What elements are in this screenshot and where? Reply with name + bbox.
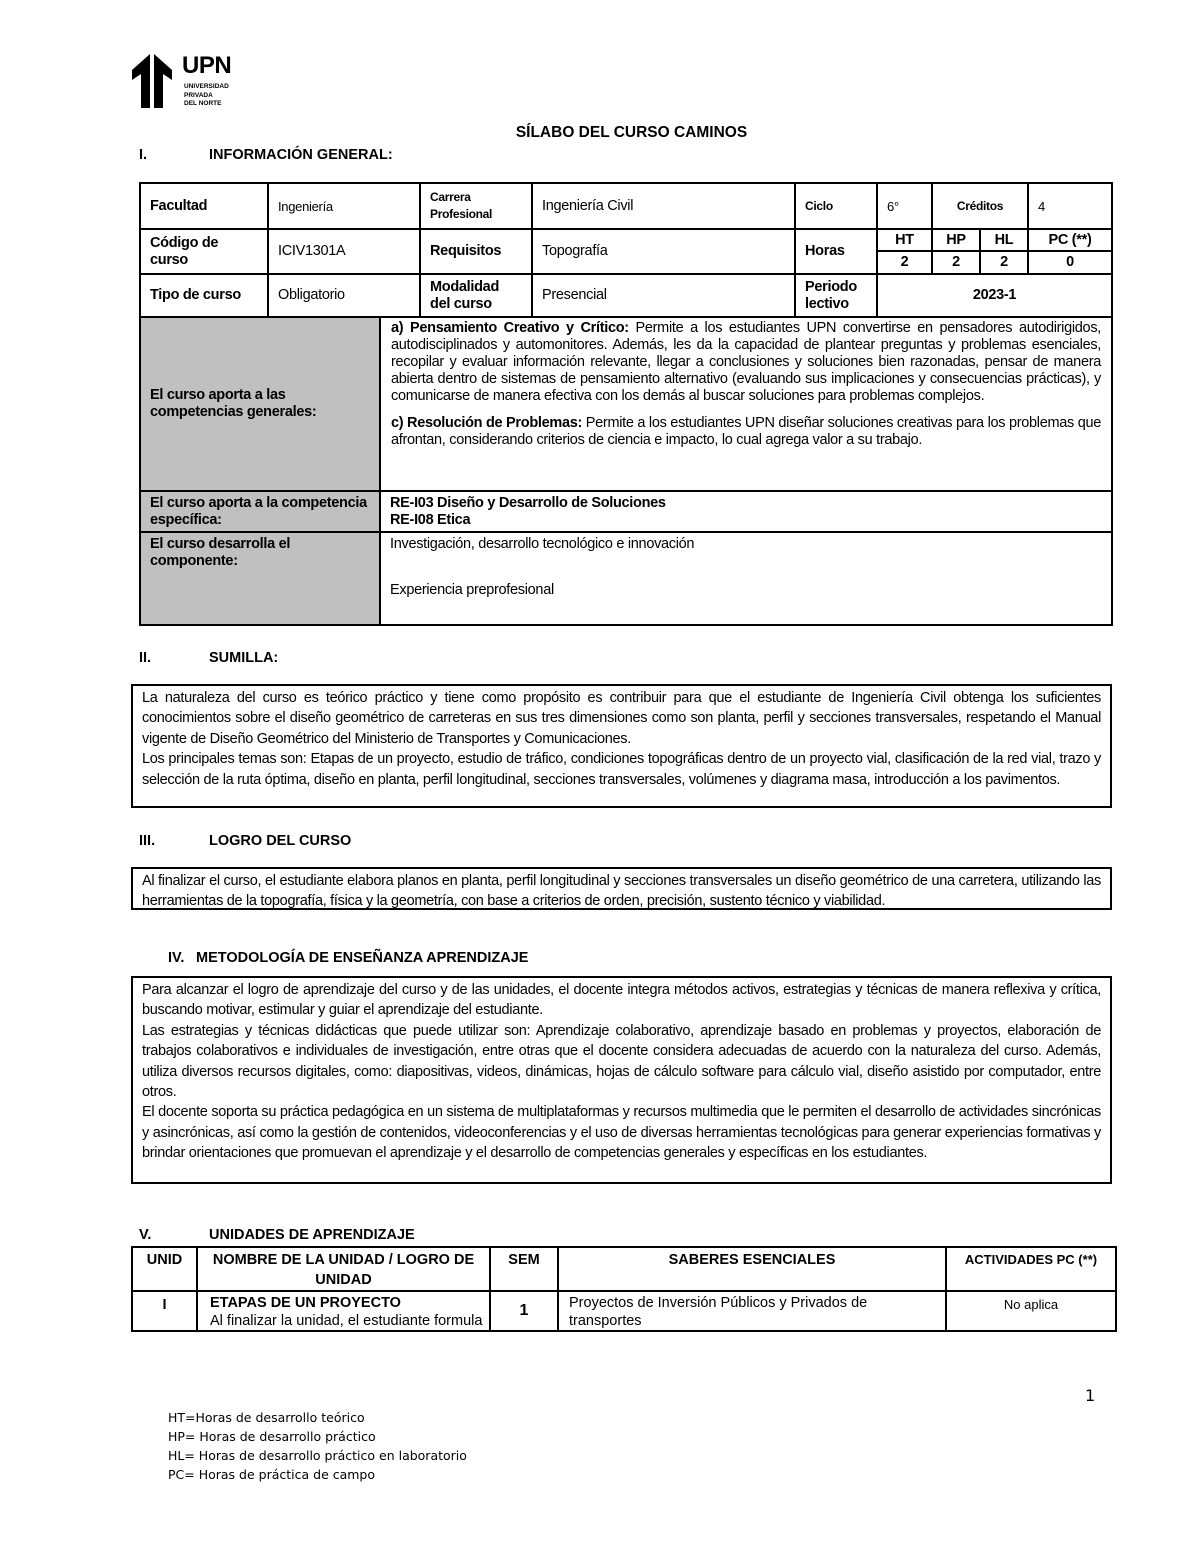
- footnote-hp: HP= Horas de desarrollo práctico: [168, 1429, 376, 1444]
- unit-number: I: [132, 1291, 197, 1331]
- footnote-pc: PC= Horas de práctica de campo: [168, 1467, 376, 1482]
- modalidad-label: Modalidad del curso: [420, 274, 532, 317]
- page-number: 1: [1085, 1386, 1096, 1405]
- requisitos-label: Requisitos: [420, 229, 532, 274]
- creditos-value: 4: [1028, 183, 1112, 229]
- componente-label: El curso desarrolla el componente:: [140, 532, 380, 625]
- competencia-c-text: Permite a los estudiantes UPN diseñar soluciones creativas para los problemas que afrontan, considerando criterios de ciencia e impacto, lo cual agrega valor a su trabajo.: [391, 415, 1102, 448]
- modalidad-value: Presencial: [532, 274, 795, 317]
- unit-name: ETAPAS DE UN PROYECTO: [210, 1295, 401, 1311]
- competencias-generales-content: [380, 317, 1112, 491]
- competencia-especifica-content: [380, 491, 1112, 532]
- section-5-title: UNIDADES DE APRENDIZAJE: [209, 1227, 415, 1243]
- section-5-number: V.: [139, 1227, 152, 1243]
- units-header-nombre: NOMBRE DE LA UNIDAD / LOGRO DE UNIDAD: [197, 1247, 490, 1291]
- upn-logo-mark-icon: [130, 52, 182, 108]
- sumilla-box: [131, 684, 1112, 808]
- ciclo-value: 6°: [877, 183, 932, 229]
- ht-label: HT: [877, 229, 932, 251]
- ciclo-label: Ciclo: [795, 183, 877, 229]
- ht-value: 2: [877, 251, 932, 274]
- competencia-c: [391, 415, 1101, 449]
- section-3-number: III.: [139, 833, 156, 849]
- competencia-especifica-label: El curso aporta a la competencia específica:: [140, 491, 380, 532]
- logro-paragraph: Al finalizar el curso, el estudiante elabora planos en planta, perfil longitudinal y secciones transversales un diseño geométrico de una carretera, utilizando las herramientas de la topografía, física y la geometría, con base a criterios de orden, precisión, sustento técnico y viabilidad.: [142, 873, 1101, 910]
- logro-box: [131, 867, 1112, 910]
- units-header-saberes: SABERES ESENCIALES: [558, 1247, 946, 1291]
- footnote-hl: HL= Horas de desarrollo práctico en laboratorio: [168, 1448, 467, 1463]
- competencia-especifica-1: RE-I03 Diseño y Desarrollo de Soluciones: [390, 494, 666, 511]
- section-1-number: I.: [139, 147, 148, 163]
- componente-content: [380, 532, 1112, 625]
- section-1-title: INFORMACIÓN GENERAL:: [209, 147, 393, 163]
- competencias-generales-label: El curso aporta a las competencias generales:: [140, 317, 380, 491]
- hp-label: HP: [932, 229, 980, 251]
- unit-name-cell: [197, 1291, 490, 1331]
- competencia-a-title: a) Pensamiento Creativo y Crítico:: [391, 320, 629, 336]
- codigo-value: ICIV1301A: [268, 229, 420, 274]
- metodologia-box: [131, 976, 1112, 1184]
- document-title: SÍLABO DEL CURSO CAMINOS: [515, 124, 748, 141]
- unit-actividades: No aplica: [946, 1291, 1116, 1331]
- competencia-c-title: c) Resolución de Problemas:: [391, 415, 583, 431]
- footnote-ht: HT=Horas de desarrollo teórico: [168, 1410, 365, 1425]
- componente-1: Investigación, desarrollo tecnológico e innovación: [390, 536, 695, 552]
- codigo-label: Código de curso: [140, 229, 268, 274]
- hp-value: 2: [932, 251, 980, 274]
- section-4-title: METODOLOGÍA DE ENSEÑANZA APRENDIZAJE: [196, 950, 529, 966]
- table-row: [132, 1291, 1116, 1331]
- tipo-value: Obligatorio: [268, 274, 420, 317]
- periodo-label: Periodo lectivo: [795, 274, 877, 317]
- section-3-title: LOGRO DEL CURSO: [209, 833, 352, 849]
- pc-label: PC (**): [1028, 229, 1112, 251]
- sumilla-paragraph-1: La naturaleza del curso es teórico práctico y tiene como propósito es contribuir para que el estudiante de Ingeniería Civil obtenga los suficientes conocimientos sobre el diseño geométrico de carreteras en sus tres dimensiones como son planta, perfil y secciones transversales, respetando el Manual vigente de Diseño Geométrico del Ministerio de Transportes y Comunicaciones.: [142, 690, 1101, 747]
- competencia-a: [391, 320, 1101, 405]
- componente-2: Experiencia preprofesional: [390, 582, 554, 598]
- units-header-sem: SEM: [490, 1247, 558, 1291]
- tipo-label: Tipo de curso: [140, 274, 268, 317]
- metodologia-paragraph-1: Para alcanzar el logro de aprendizaje del curso y de las unidades, el docente integra métodos activos, estrategias y técnicas de manera reflexiva y crítica, buscando motivar, estimular y guiar el aprendizaje del estudiante.: [142, 982, 1101, 1019]
- unit-sem: 1: [490, 1291, 558, 1331]
- logo-subtitle: UNIVERSIDAD PRIVADA DEL NORTE: [184, 83, 229, 107]
- section-2-number: II.: [139, 650, 152, 666]
- section-2-title: SUMILLA:: [209, 650, 279, 666]
- pc-value: 0: [1028, 251, 1112, 274]
- requisitos-value: Topografía: [532, 229, 795, 274]
- facultad-label: Facultad: [140, 183, 268, 229]
- unit-saberes: Proyectos de Inversión Públicos y Privados de transportes: [558, 1291, 946, 1331]
- upn-logo: [130, 52, 245, 112]
- units-header-actividades: ACTIVIDADES PC (**): [946, 1247, 1116, 1291]
- carrera-value: Ingeniería Civil: [532, 183, 795, 229]
- general-info-table: [139, 182, 1113, 626]
- metodologia-paragraph-2: Las estrategias y técnicas didácticas que puede utilizar son: Aprendizaje colaborativo, aprendizaje basado en problemas y proyectos, elaboración de trabajos colaborativos e individuales de investigación, entre otras que el docente considera adecuadas de acuerdo con la naturaleza del curso. Además, utiliza diversos recursos digitales, como: diapositivas, videos, dinámicas, hojas de cálculo software para cálculo vial, diseño asistido por computador, entre otros.: [142, 1022, 1101, 1101]
- units-header-unid: UNID: [132, 1247, 197, 1291]
- horas-label: Horas: [795, 229, 877, 274]
- facultad-value: Ingeniería: [268, 183, 420, 229]
- competencia-especifica-2: RE-I08 Etica: [390, 511, 471, 528]
- periodo-value: 2023-1: [877, 274, 1112, 317]
- hl-label: HL: [980, 229, 1028, 251]
- logo-wordmark: UPN: [182, 52, 232, 79]
- competencia-a-text: Permite a los estudiantes UPN convertirse en pensadores autodirigidos, autodisciplinados y automonitores. Además, les da la capacidad de plantear preguntas y problemas esenciales, recopilar y evaluar información relevante, llegar a conclusiones y soluciones bien razonadas, pensar de manera abierta dentro de sistemas de pensamiento alternativo (evaluando sus implicaciones y consecuencias prácticas), y comunicarse de manera efectiva con los demás al buscar soluciones para problemas complejos.: [391, 320, 1102, 404]
- metodologia-paragraph-3: El docente soporta su práctica pedagógica en un sistema de multiplataformas y recursos multimedia que le permiten el desarrollo de actividades sincrónicas y asincrónicas, así como la gestión de contenidos, videoconferencias y el uso de diversas herramientas tecnológicas para generar experiencias formativas y brindar orientaciones que promuevan el aprendizaje y el desarrollo de competencias generales y específicas en los estudiantes.: [142, 1104, 1101, 1162]
- unit-logro: Al finalizar la unidad, el estudiante formula: [210, 1313, 483, 1329]
- hl-value: 2: [980, 251, 1028, 274]
- creditos-label: Créditos: [932, 183, 1028, 229]
- carrera-label: Carrera Profesional: [420, 183, 532, 229]
- section-4-number: IV.: [168, 950, 185, 966]
- units-table: [131, 1246, 1117, 1332]
- sumilla-paragraph-2: Los principales temas son: Etapas de un proyecto, estudio de tráfico, condiciones topográficas dentro de un proyecto vial, clasificación de la red vial, trazo y selección de la ruta óptima, diseño en planta, perfil longitudinal, secciones transversales, volúmenes y diagrama masa, introducción a los pavimentos.: [142, 751, 1101, 788]
